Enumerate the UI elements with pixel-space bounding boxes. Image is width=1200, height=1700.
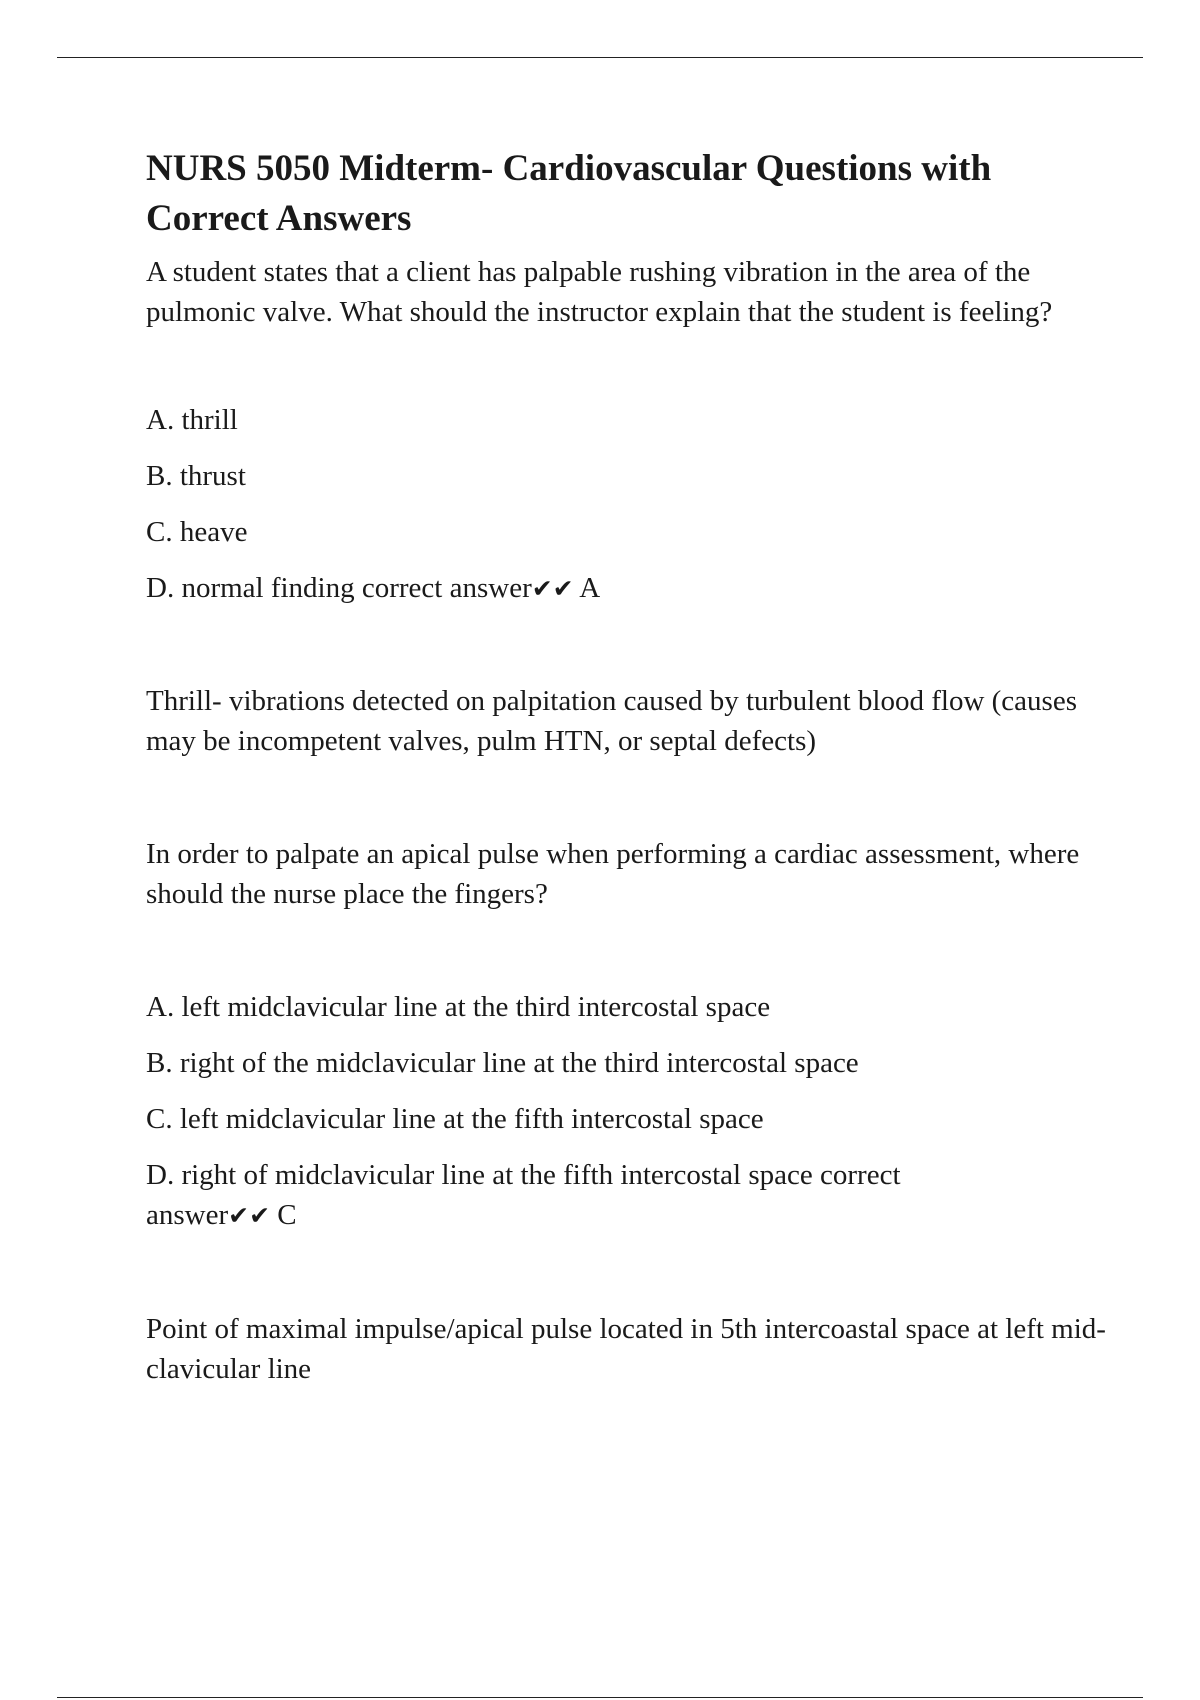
question-1-prompt: A student states that a client has palpable rushing vibration in the area of the pulmonic valve. What should the instructor explain that the student is feeling? — [146, 256, 1053, 328]
check-marks: ✔✔ — [531, 574, 574, 603]
option-b: B. thrust — [146, 460, 246, 492]
question-2-prompt: In order to palpate an apical pulse when performing a cardiac assessment, where should the nurse place the fingers? — [146, 838, 1080, 910]
question-1-options — [146, 400, 1106, 609]
bottom-rule — [57, 1697, 1143, 1698]
top-rule — [57, 57, 1143, 58]
question-2-options — [146, 987, 1106, 1236]
check-marks: ✔✔ — [228, 1201, 271, 1230]
option-c: C. left midclavicular line at the fifth intercostal space — [146, 1103, 764, 1135]
option-c: C. heave — [146, 516, 248, 548]
question-1-rationale: Thrill- vibrations detected on palpitation caused by turbulent blood flow (causes may be incompetent valves, pulm HTN, or septal defects) — [146, 685, 1077, 757]
document-title: NURS 5050 Midterm- Cardiovascular Questions with Correct Answers — [146, 148, 992, 239]
option-b: B. right of the midclavicular line at the third intercostal space — [146, 1047, 859, 1079]
question-2-rationale: Point of maximal impulse/apical pulse located in 5th intercoastal space at left mid-clavicular line — [146, 1313, 1106, 1385]
option-d-with-answer — [146, 1155, 1006, 1236]
document-body — [146, 144, 1106, 1389]
correct-answer-letter: C — [277, 1199, 297, 1231]
option-a: A. thrill — [146, 404, 238, 436]
correct-answer-letter: A — [579, 572, 601, 604]
option-d-text: D. normal finding correct answer — [146, 572, 532, 604]
option-d-with-answer — [146, 568, 1106, 609]
option-d-text: D. right of midclavicular line at the fifth intercostal space correct answer — [146, 1159, 901, 1231]
option-a: A. left midclavicular line at the third intercostal space — [146, 991, 771, 1023]
